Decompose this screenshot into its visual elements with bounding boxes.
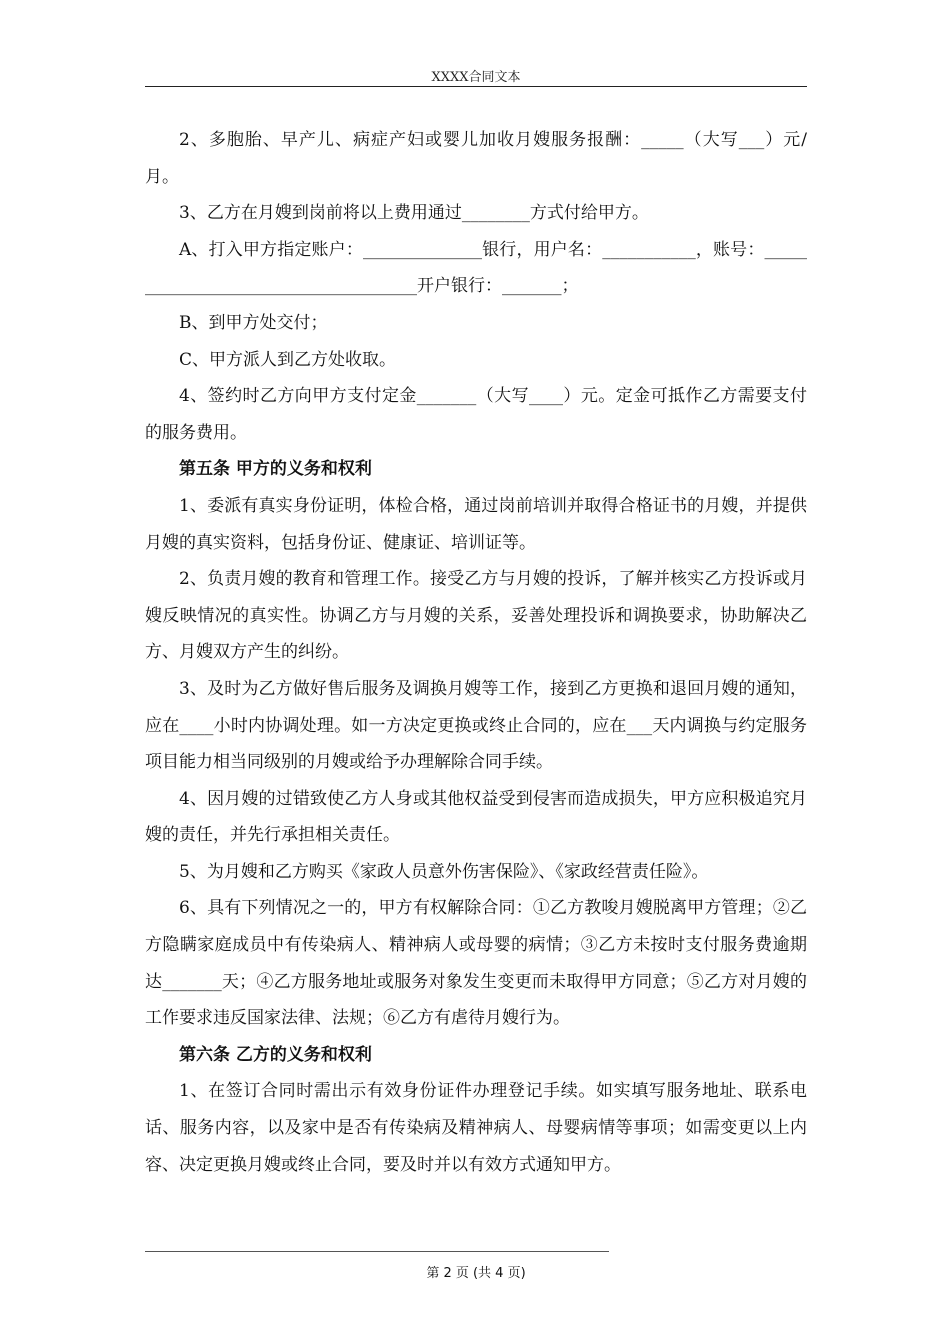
clause-4-item-4: 4、签约时乙方向甲方支付定金_______（大写____）元。定金可抵作乙方需要支付的服务费用。 — [145, 386, 807, 443]
section-heading-5: 第五条 甲方的义务和权利 — [179, 459, 372, 480]
clause-5-item-2: 2、负责月嫂的教育和管理工作。接受乙方与月嫂的投诉，了解并核实乙方投诉或月嫂反映情况的真实性。协调乙方与月嫂的关系，妥善处理投诉和调换要求，协助解决乙方、月嫂双方产生的纠纷。 — [145, 569, 807, 663]
clause-5-item-1: 1、委派有真实身份证明，体检合格，通过岗前培训并取得合格证书的月嫂，并提供月嫂的真实资料，包括身份证、健康证、培训证等。 — [145, 495, 807, 553]
clause-4-item-3: 3、乙方在月嫂到岗前将以上费用通过________方式付给甲方。 — [179, 203, 649, 224]
clause-5-item-4: 4、因月嫂的过错致使乙方人身或其他权益受到侵害而造成损失，甲方应积极追究月嫂的责任，并先行承担相关责任。 — [145, 788, 807, 846]
payment-option-a: A、打入甲方指定账户：______________银行，用户名：___________，账号：_____________________________________开户银行：_______； — [145, 239, 807, 297]
footer-divider — [145, 1251, 609, 1252]
payment-option-b: B、到甲方处交付； — [179, 312, 328, 333]
header-divider — [145, 86, 807, 87]
clause-4-item-2: 2、多胞胎、早产儿、病症产妇或婴儿加收月嫂服务报酬：_____（大写___）元/月。 — [145, 130, 807, 187]
clause-6-item-1: 1、在签订合同时需出示有效身份证件办理登记手续。如实填写服务地址、联系电话、服务内容，以及家中是否有传染病及精神病人、母婴病情等事项；如需变更以上内容、决定更换月嫂或终止合同，要及时并以有效方式通知甲方。 — [145, 1081, 807, 1175]
document-body — [145, 122, 807, 1183]
clause-5-item-3: 3、及时为乙方做好售后服务及调换月嫂等工作，接到乙方更换和退回月嫂的通知，应在____小时内协调处理。如一方决定更换或终止合同的，应在___天内调换与约定服务项目能力相当同级别的月嫂或给予办理解除合同手续。 — [145, 678, 807, 773]
page-header-title: XXXX合同文本 — [431, 70, 521, 85]
section-heading-6: 第六条 乙方的义务和权利 — [179, 1044, 372, 1065]
clause-5-item-6: 6、具有下列情况之一的，甲方有权解除合同：①乙方教唆月嫂脱离甲方管理；②乙方隐瞒家庭成员中有传染病人、精神病人或母婴的病情；③乙方未按时支付服务费逾期达_______天；④乙方服务地址或服务对象发生变更而未取得甲方同意；⑤乙方对月嫂的工作要求违反国家法律、法规；⑥乙方有虐待月嫂行为。 — [145, 898, 807, 1029]
page-number: 第 2 页 (共 4 页) — [426, 1266, 526, 1281]
clause-5-item-5: 5、为月嫂和乙方购买《家政人员意外伤害保险》、《家政经营责任险》。 — [179, 861, 709, 882]
payment-option-c: C、甲方派人到乙方处收取。 — [179, 349, 397, 370]
